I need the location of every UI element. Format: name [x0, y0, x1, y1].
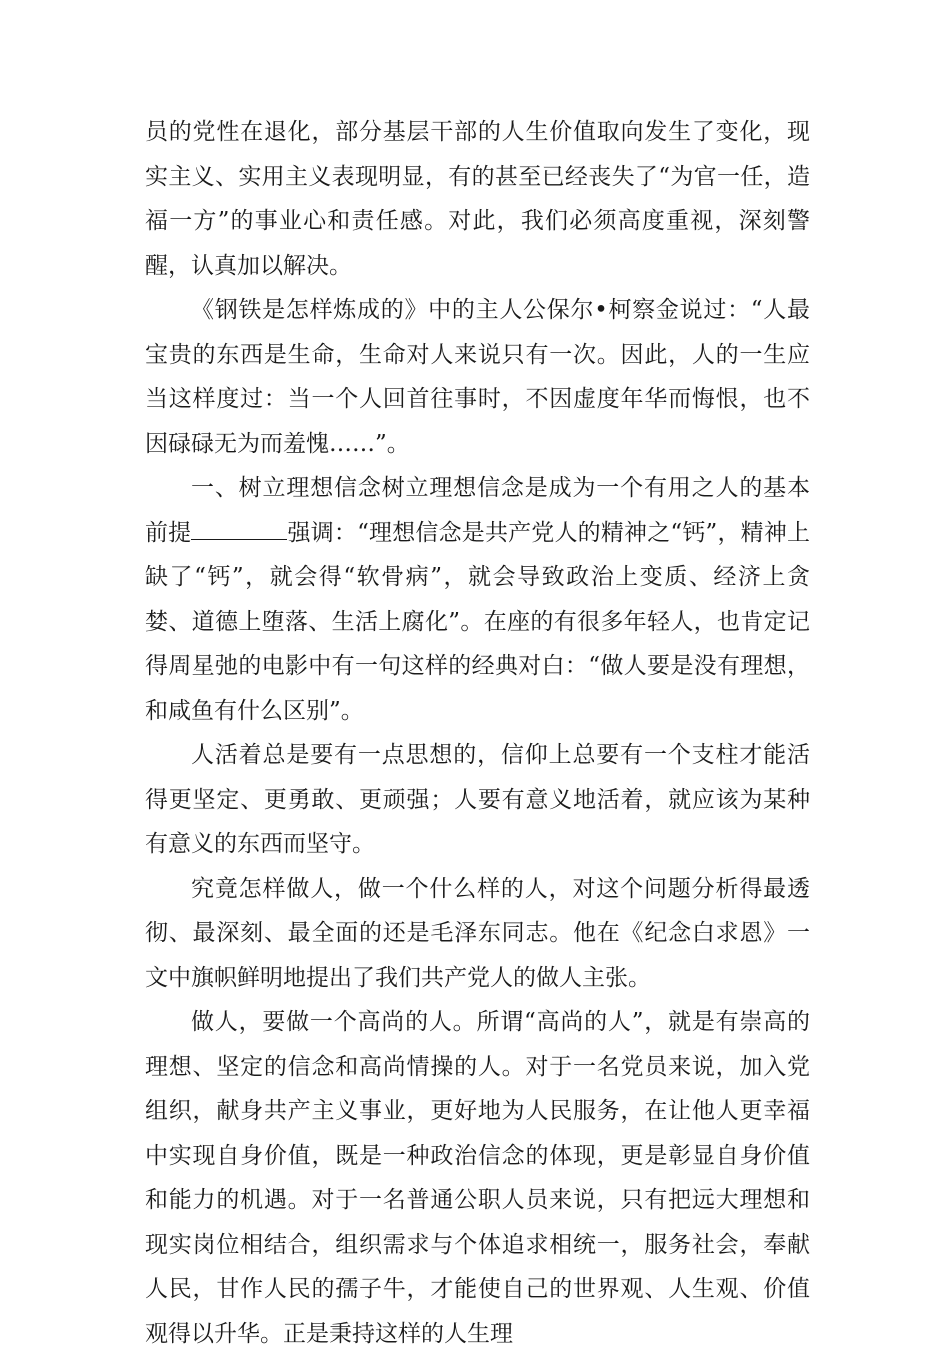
paragraph-ideals-beliefs-end: 强调：“理想信念是共产党人的精神之“钙”，精神上缺了“钙”，就会得“软骨病”，就会导致政治上变质、经济上贪婪、道德上堕落、生活上腐化”。在座的有很多年轻人，也肯定记得周星弛的电影中有一句这样的经典对白：“做人要是没有理想，和咸鱼有什么区别”。	[145, 519, 811, 724]
paragraph-how-to-be: 究竟怎样做人，做一个什么样的人，对这个问题分析得最透彻、最深刻、最全面的还是毛泽东同志。他在《纪念白求恩》一文中旗帜鲜明地提出了我们共产党人的做人主张。	[145, 875, 810, 991]
paragraph-noble-person: 做人，要做一个高尚的人。所谓“高尚的人”，就是有崇高的理想、坚定的信念和高尚情操的人。对于一名党员来说，加入党组织，献身共产主义事业，更好地为人民服务，在让他人更幸福中实现自身价值，既是一种政治信念的体现，更是彰显自身价值和能力的机遇。对于一名普通公职人员来说，只有把远大理想和现实岗位相结合，组织需求与个体追求相统一，服务社会，奉献人民，甘作人民的孺子牛，才能使自己的世界观、人生观、价值观得以升华。正是秉持这样的人生理	[145, 1009, 810, 1347]
paragraph-ideals-beliefs	[145, 466, 810, 733]
paragraph-ideals-beliefs-start: 一、树立理想信念树立理想信念是成为一个有用之人的基本前提	[145, 475, 810, 546]
paragraph-quote-pavel: 《钢铁是怎样炼成的》中的主人公保尔•柯察金说过：“人最宝贵的东西是生命，生命对人来说只有一次。因此，人的一生应当这样度过：当一个人回首往事时，不因虚度年华而悔恨，也不因碌碌无为而羞愧……”。	[145, 297, 810, 457]
paragraph-continued: 员的党性在退化，部分基层干部的人生价值取向发生了变化，现实主义、实用主义表现明显，有的甚至已经丧失了“为官一任，造福一方”的事业心和责任感。对此，我们必须高度重视，深刻警醒，认真加以解决。	[145, 119, 810, 279]
paragraph-thought-pillar: 人活着总是要有一点思想的，信仰上总要有一个支柱才能活得更坚定、更勇敢、更顽强；人要有意义地活着，就应该为某种有意义的东西而坚守。	[145, 742, 810, 857]
document-body	[145, 110, 810, 1356]
blank-underline	[191, 521, 287, 540]
